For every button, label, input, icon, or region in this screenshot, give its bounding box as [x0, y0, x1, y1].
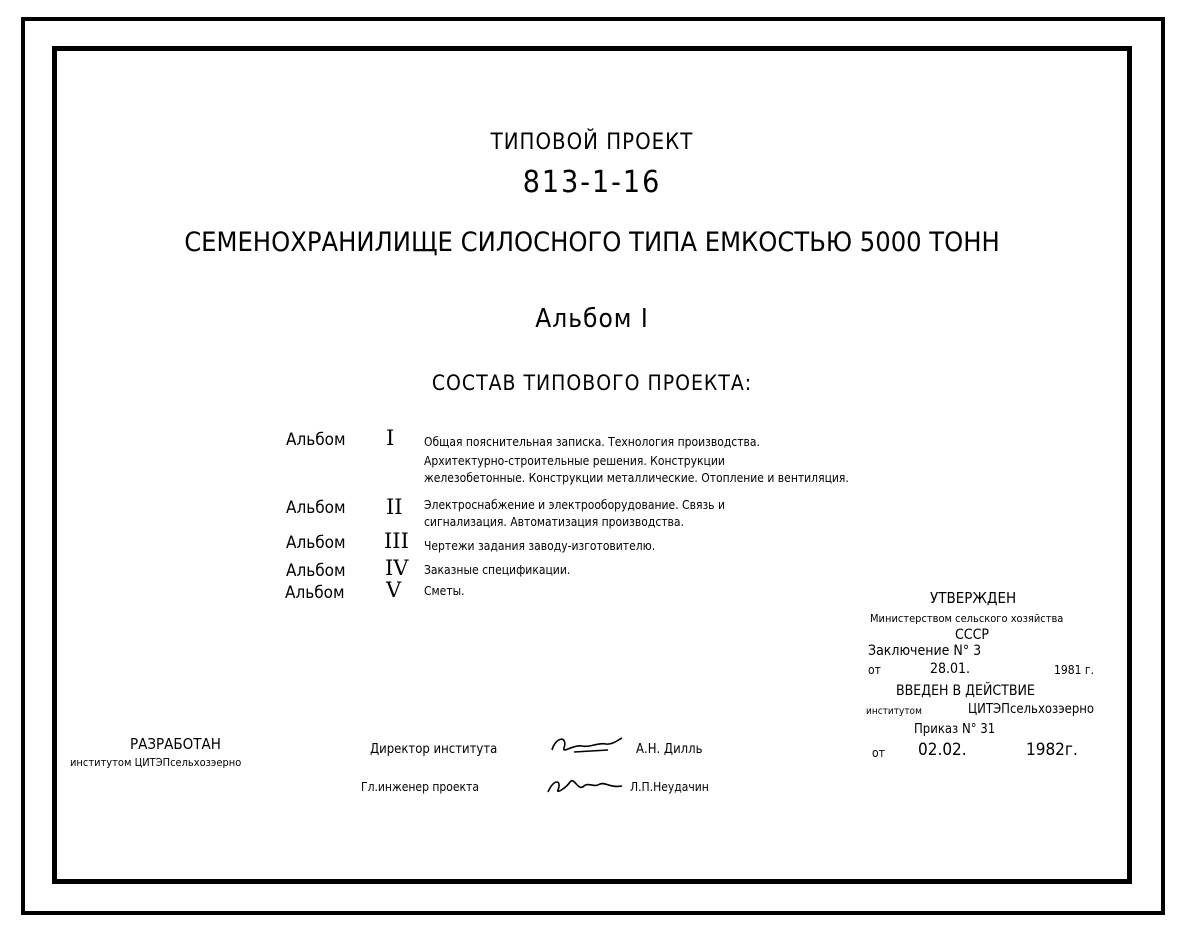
album-label: Альбом — [286, 498, 346, 518]
album-title: Альбом I — [535, 304, 649, 334]
album-desc-line: Сметы. — [424, 584, 465, 598]
developer-institute: институтом ЦИТЭПсельхозэерно — [70, 756, 242, 769]
album-number: II — [386, 495, 403, 519]
order-date: 02.02. — [918, 740, 967, 760]
album-number: IV — [385, 556, 409, 580]
signature-name: А.Н. Дилль — [636, 742, 703, 757]
approval-country: СССР — [955, 627, 989, 643]
approval-date: 28.01. — [930, 661, 971, 677]
approval-date-prefix: от — [868, 663, 881, 677]
project-type: ТИПОВОЙ ПРОЕКТ — [490, 130, 694, 155]
project-number: 813-1-16 — [522, 165, 662, 200]
album-label: Альбом — [285, 583, 345, 603]
director-signature — [548, 732, 624, 758]
approval-status: УТВЕРЖДЕН — [930, 589, 1017, 607]
order-year: 1982г. — [1026, 740, 1078, 760]
order-number: Приказ N° 31 — [914, 722, 996, 737]
approval-year: 1981 г. — [1054, 663, 1094, 677]
album-label: Альбом — [286, 430, 346, 450]
album-desc-line: железобетонные. Конструкции металлические. Отопление и вентиляция. — [424, 471, 849, 485]
approval-conclusion: Заключение N° 3 — [868, 643, 982, 659]
album-desc-line: Чертежи задания заводу-изготовителю. — [424, 539, 656, 553]
album-label: Альбом — [286, 533, 346, 553]
signature-name: Л.П.Неудачин — [630, 780, 709, 794]
composition-heading: СОСТАВ ТИПОВОГО ПРОЕКТА: — [431, 371, 753, 395]
album-label: Альбом — [286, 561, 346, 581]
album-number: I — [386, 426, 395, 450]
approval-ministry: Министерством сельского хозяйства — [870, 612, 1064, 625]
enacted-label: ВВЕДЕН В ДЕЙСТВИЕ — [896, 683, 1035, 699]
album-desc-line: сигнализация. Автоматизация производства. — [424, 515, 684, 529]
signature-role: Гл.инженер проекта — [361, 780, 479, 794]
enacted-institute: ЦИТЭПсельхозэерно — [968, 702, 1095, 717]
album-desc-line: Общая пояснительная записка. Технология производства. — [424, 435, 760, 449]
developer-title: РАЗРАБОТАН — [130, 735, 221, 753]
album-desc-line: Архитектурно-строительные решения. Конструкции — [424, 454, 725, 468]
enacted-institute-prefix: институтом — [866, 706, 922, 717]
project-title: СЕМЕНОХРАНИЛИЩЕ СИЛОСНОГО ТИПА ЕМКОСТЬЮ 5000 ТОНН — [184, 227, 1000, 258]
album-desc-line: Электроснабжение и электрооборудование. Связь и — [424, 498, 725, 512]
engineer-signature — [544, 772, 624, 798]
signature-role: Директор института — [370, 742, 498, 757]
album-desc-line: Заказные спецификации. — [424, 563, 571, 577]
album-number: V — [386, 578, 402, 602]
order-date-prefix: от — [872, 746, 885, 760]
album-number: III — [384, 529, 409, 553]
